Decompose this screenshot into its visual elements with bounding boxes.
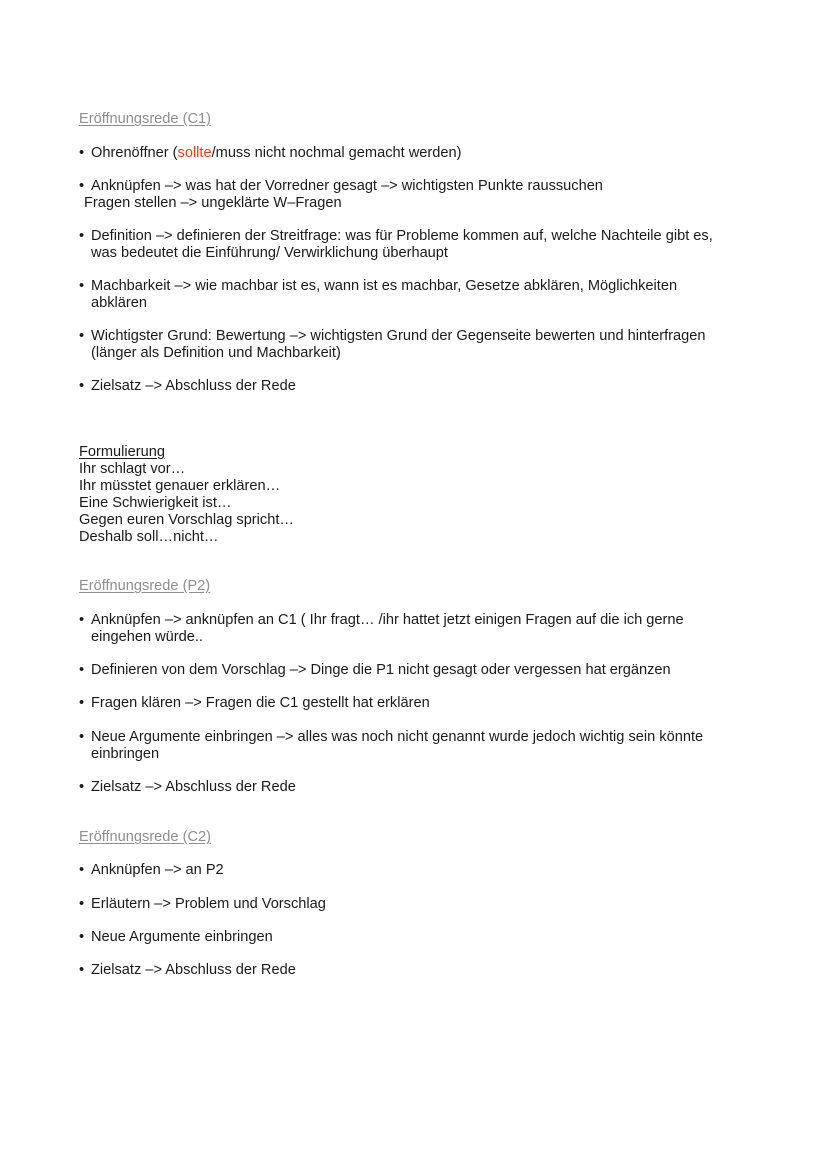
formulierung-line: Eine Schwierigkeit ist… [79, 495, 232, 511]
formulierung-line: Deshalb soll…nicht… [79, 529, 219, 545]
bullet-text: Anknüpfen –> anknüpfen an C1 ( Ihr fragt… /ihr hattet jetzt einigen Fragen auf die ich gerne [91, 612, 684, 628]
bullet: • [79, 328, 85, 344]
bullet-text: Zielsatz –> Abschluss der Rede [91, 779, 296, 795]
formulierung-title: Formulierung [79, 444, 165, 460]
bullet: • [79, 695, 85, 711]
bullet-text-rest: /muss nicht nochmal gemacht werden) [211, 145, 462, 161]
bullet-text-continuation: abklären [91, 295, 147, 311]
bullet-text: Ohrenöffner ( [91, 145, 178, 161]
bullet: • [79, 862, 85, 878]
bullet-text-continuation: einbringen [91, 746, 160, 762]
bullet-text-continuation: was bedeutet die Einführung/ Verwirklichung überhaupt [91, 245, 448, 261]
bullet-text-continuation: eingehen würde.. [91, 629, 203, 645]
formulierung-block [79, 444, 294, 546]
list-item [79, 378, 769, 395]
list-item [79, 779, 769, 796]
bullet: • [79, 145, 85, 161]
bullet: • [79, 729, 85, 745]
bullet-text: Machbarkeit –> wie machbar ist es, wann ist es machbar, Gesetze abklären, Möglichkeiten [91, 278, 678, 294]
bullet-text: Neue Argumente einbringen [91, 929, 273, 945]
bullet-text: Definition –> definieren der Streitfrage: was für Probleme kommen auf, welche Nachteile gibt es, [91, 228, 713, 244]
bullet-text-continuation: (länger als Definition und Machbarkeit) [91, 345, 341, 361]
list-item [79, 228, 769, 262]
list-item [79, 278, 769, 312]
bullet-text: Definieren von dem Vorschlag –> Dinge die P1 nicht gesagt oder vergessen hat ergänzen [91, 662, 671, 678]
bullet: • [79, 178, 85, 194]
bullet: • [79, 962, 85, 978]
list-item [79, 145, 769, 162]
bullet: • [79, 779, 85, 795]
list-item [79, 729, 769, 763]
bullet: • [79, 662, 85, 678]
bullet: • [79, 378, 85, 394]
list-item [79, 896, 769, 913]
bullet-text-continuation: Fragen stellen –> ungeklärte W–Fragen [84, 195, 342, 211]
bullet-text: Anknüpfen –> an P2 [91, 862, 224, 878]
formulierung-line: Gegen euren Vorschlag spricht… [79, 512, 294, 528]
formulierung-line: Ihr schlagt vor… [79, 461, 186, 477]
bullet-text: Zielsatz –> Abschluss der Rede [91, 378, 296, 394]
bullet-text: Erläutern –> Problem und Vorschlag [91, 896, 326, 912]
list-item [79, 612, 769, 646]
section-heading-c2: Eröffnungsrede (C2) [79, 829, 211, 845]
bullet-text: Fragen klären –> Fragen die C1 gestellt hat erklären [91, 695, 430, 711]
list-item [79, 328, 769, 362]
bullet: • [79, 228, 85, 244]
list-item [79, 929, 769, 946]
highlighted-word: sollte [177, 145, 212, 161]
list-item [79, 662, 769, 679]
list-item [79, 962, 769, 979]
list-item [79, 862, 769, 879]
bullet: • [79, 929, 85, 945]
formulierung-line: Ihr müsstet genauer erklären… [79, 478, 281, 494]
bullet: • [79, 896, 85, 912]
bullet-text: Neue Argumente einbringen –> alles was noch nicht genannt wurde jedoch wichtig sein könnte [91, 729, 704, 745]
list-item [79, 178, 769, 212]
bullet-text: Anknüpfen –> was hat der Vorredner gesagt –> wichtigsten Punkte raussuchen [91, 178, 603, 194]
bullet: • [79, 612, 85, 628]
bullet: • [79, 278, 85, 294]
bullet-text: Zielsatz –> Abschluss der Rede [91, 962, 296, 978]
list-item [79, 695, 769, 712]
bullet-text: Wichtigster Grund: Bewertung –> wichtigsten Grund der Gegenseite bewerten und hinterfragen [91, 328, 706, 344]
section-heading-p2: Eröffnungsrede (P2) [79, 578, 211, 594]
section-heading-c1: Eröffnungsrede (C1) [79, 111, 211, 127]
